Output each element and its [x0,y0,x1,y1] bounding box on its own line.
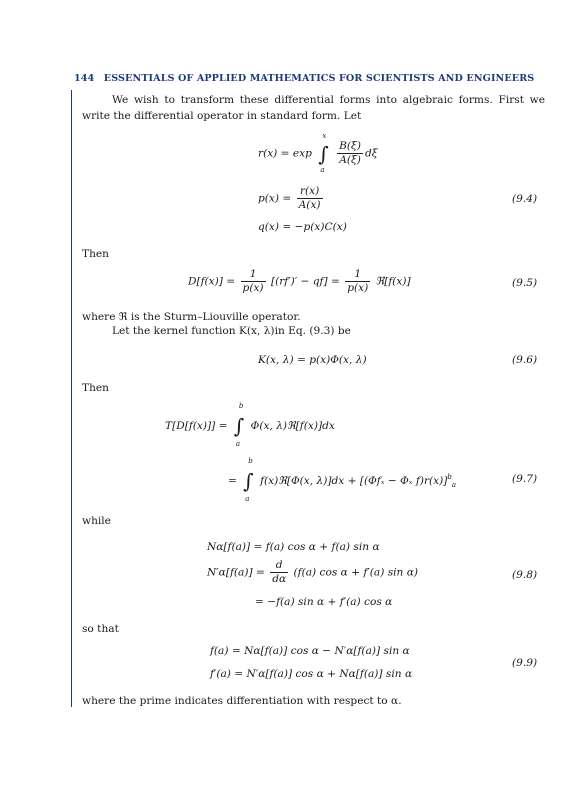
equation-transform-1: T[D[f(x)]] = ∫ b a Φ(x, λ)ℜ[f(x)]dx [165,402,335,448]
integral-sign: ∫ x a [318,131,329,174]
equation-r: r(x) = exp ∫ x a $\frac{B(\xi)}{A(\xi)}$ dξ [258,131,378,174]
equation-number-9-7: (9.7) [512,473,538,485]
equation-number-9-8: (9.8) [512,569,538,581]
equation-n-alpha-prime: N′α[f(a)] = $\frac{d}{d\alpha}$ (f(a) cos α + f′(a) sin α) [207,559,418,585]
equation-transform-2: = ∫ b a f(x)ℜ[Φ(x, λ)]dx + [(Φfₓ − Φₓ f)r(x)]$^b_a$ [228,457,457,503]
equation-number-9-9: (9.9) [512,657,538,669]
equation-number-9-6: (9.6) [512,354,538,366]
integral-sign: ∫ b a [243,457,254,503]
then-label-1: Then [82,248,109,260]
while-label: while [82,515,111,527]
equation-n-alpha-prime-result: = −f(a) sin α + f′(a) cos α [255,596,393,608]
closing-sentence: where the prime indicates differentiation with respect to α. [82,695,402,707]
intro-paragraph: We wish to transform these differential forms into algebraic forms. First we write the differential operator in standard form. Let [82,94,545,122]
equation-d: D[f(x)] = $\frac{1}{p(x)}$ [(rf′)′ − qf] = $\frac{1}{p(x)}$ ℜ[f(x)] [188,268,411,294]
equation-number-9-4: (9.4) [512,193,538,205]
running-title: ESSENTIALS OF APPLIED MATHEMATICS FOR SCIENTISTS AND ENGINEERS [103,73,535,84]
running-header [74,73,534,84]
equation-kernel: K(x, λ) = p(x)Φ(x, λ) [258,354,367,366]
integral-sign: ∫ b a [233,402,245,448]
equation-p: p(x) = $\frac{r(x)}{A(x)}$ [258,185,321,211]
so-that-label: so that [82,623,119,635]
then-label-2: Then [82,382,109,394]
page-number: 144 [74,73,95,84]
equation-q: q(x) = −p(x)C(x) [258,221,347,233]
equation-n-alpha: Nα[f(a)] = f(a) cos α + f(a) sin α [207,541,380,553]
equation-f-a: f(a) = Nα[f(a)] cos α − N′α[f(a)] sin α [210,645,410,657]
margin-rule [71,90,72,707]
equation-number-9-5: (9.5) [512,277,538,289]
kernel-sentence: Let the kernel function K(x, λ)in Eq. (9.3) be [112,325,351,337]
equation-f-prime-a: f′(a) = N′α[f(a)] cos α + Nα[f(a)] sin α [210,668,413,680]
sturm-liouville-note: where ℜ is the Sturm–Liouville operator. [82,311,301,323]
